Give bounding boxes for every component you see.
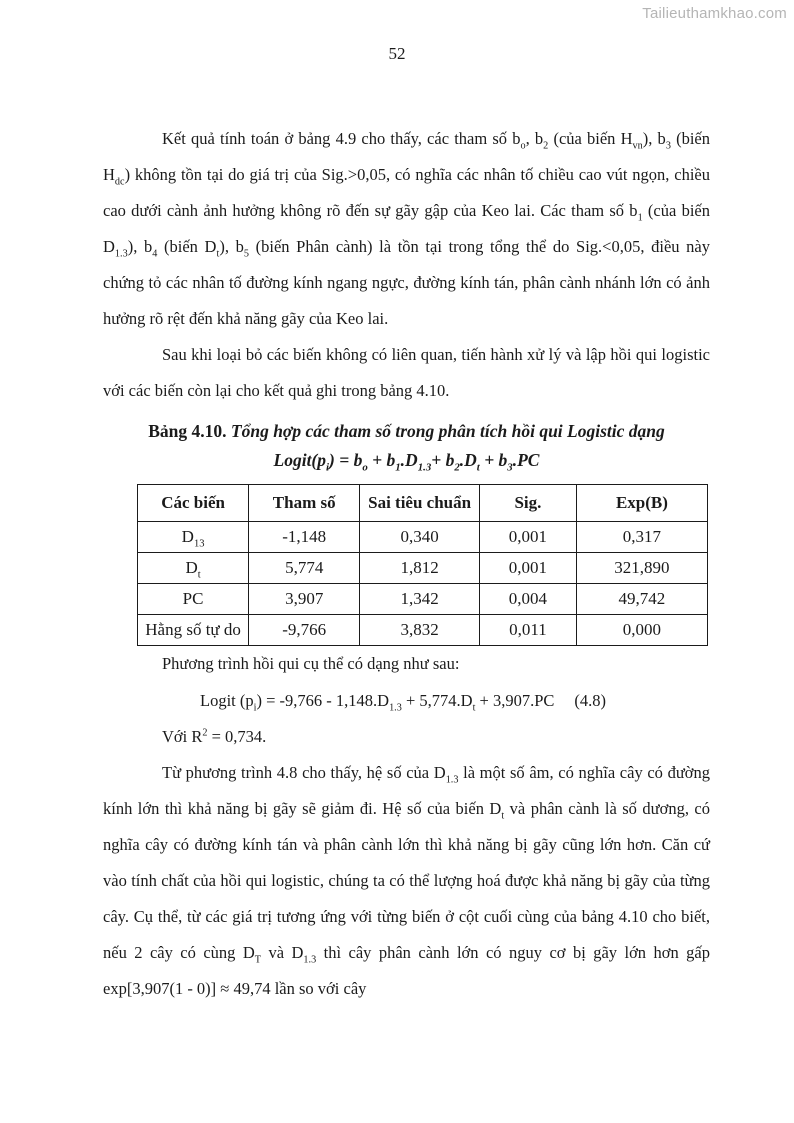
table-cell: 1,342 [360,584,480,615]
paragraph-interpretation: Từ phương trình 4.8 cho thấy, hệ số của $D_{1.3}$ là một số âm, có nghĩa cây có đường kính lớn thì khả năng bị gãy sẽ giảm đi. Hệ số của biến $D_t$ và phân cành là số dương, có nghĩa cây có đường kính tán và phân cành lớn thì khả năng bị gãy cũng lớn hơn. Căn cứ vào tính chất của hồi qui logistic, chúng ta có thể lượng hoá được khả năng bị gãy của từng cây. Cụ thể, từ các giá trị tương ứng với từng biến ở cột cuối cùng của bảng 4.10 cho biết, nếu 2 cây có cùng $D_T$ và $D_{1.3}$ thì cây phân cành lớn có nguy cơ bị gãy lớn hơn gấp exp[3,907(1 - 0)] ≈ 49,74 lần so với cây [103,763,710,998]
table-row [138,522,708,553]
row-label: $D_{13}$ [138,522,249,553]
column-header-sig: Sig. [479,485,576,522]
table-caption-formula: $Logit(p_i) = b_o + b_1.D_{1.3}+ b_2.D_t + b_3.PC$ [273,450,540,474]
table-row [138,584,708,615]
table-row [138,615,708,646]
paragraph-variable-removal: Sau khi loại bỏ các biến không có liên quan, tiến hành xử lý và lập hồi qui logistic với các biến còn lại cho kết quả ghi trong bảng 4.10. [103,345,710,400]
table-cell: 3,907 [249,584,360,615]
row-label: PC [138,584,249,615]
page-number: 52 [388,44,406,63]
table-caption-label: Bảng 4.10. [148,421,227,441]
column-header-exp-b: Exp(B) [576,485,707,522]
table-cell: 0,340 [360,522,480,553]
table-header-row [138,485,708,522]
column-header-parameter: Tham số [249,485,360,522]
table-cell: 0,004 [479,584,576,615]
table-cell: 0,001 [479,553,576,584]
table-caption [103,417,710,475]
paragraph-results-4-9: Kết quả tính toán ở bảng 4.9 cho thấy, các tham số $b_o$, $b_2$ (của biến $H_{vn}$), $b_3$ (biến $H_{dc}$) không tồn tại do giá trị của Sig.>0,05, có nghĩa các nhân tố chiều cao vút ngọn, chiều cao dưới cành ảnh hưởng không rõ đến sự gãy gập của Keo lai. Các tham số $b_1$ (của biến $D_{1.3}$), $b_4$ (biến $D_t$), $b_5$ (biến Phân cành) là tồn tại trong tổng thể do Sig.<0,05, điều này chứng tỏ các nhân tố đường kính ngang ngực, đường kính tán, phân cành nhánh lớn có ảnh hưởng rõ rệt đến khả năng gãy của Keo lai. [103,129,711,328]
equation-body: Logit $(p_i) = -9,766 - 1,148.D_{1.3} + 5,774.D_t + 3,907.PC$ [200,691,555,714]
equation-4-8 [103,683,710,719]
row-label: $D_t$ [138,553,249,584]
document-content [103,121,710,1007]
table-cell: 321,890 [576,553,707,584]
column-header-std-error: Sai tiêu chuẩn [360,485,480,522]
table-row [138,553,708,584]
table-cell: 1,812 [360,553,480,584]
site-watermark: Tailieuthamkhao.com [642,5,787,22]
column-header-variables: Các biến [138,485,249,522]
table-cell: 49,742 [576,584,707,615]
table-cell: 0,001 [479,522,576,553]
table-cell: 0,000 [576,615,707,646]
equation-number: (4.8) [574,691,606,710]
table-caption-line1 [103,417,710,446]
table-cell: 3,832 [360,615,480,646]
table-cell: 0,317 [576,522,707,553]
table-cell: 5,774 [249,553,360,584]
equation-intro: Phương trình hồi qui cụ thể có dạng như sau: [162,654,460,673]
table-cell: 0,011 [479,615,576,646]
r-squared-note: Với $R^2 = 0,734$. [162,727,267,746]
logistic-parameters-table [137,484,708,646]
table-cell: -1,148 [249,522,360,553]
row-label: Hằng số tự do [138,615,249,646]
table-cell: -9,766 [249,615,360,646]
table-caption-title: Tổng hợp các tham số trong phân tích hồi qui Logistic dạng [226,421,665,441]
